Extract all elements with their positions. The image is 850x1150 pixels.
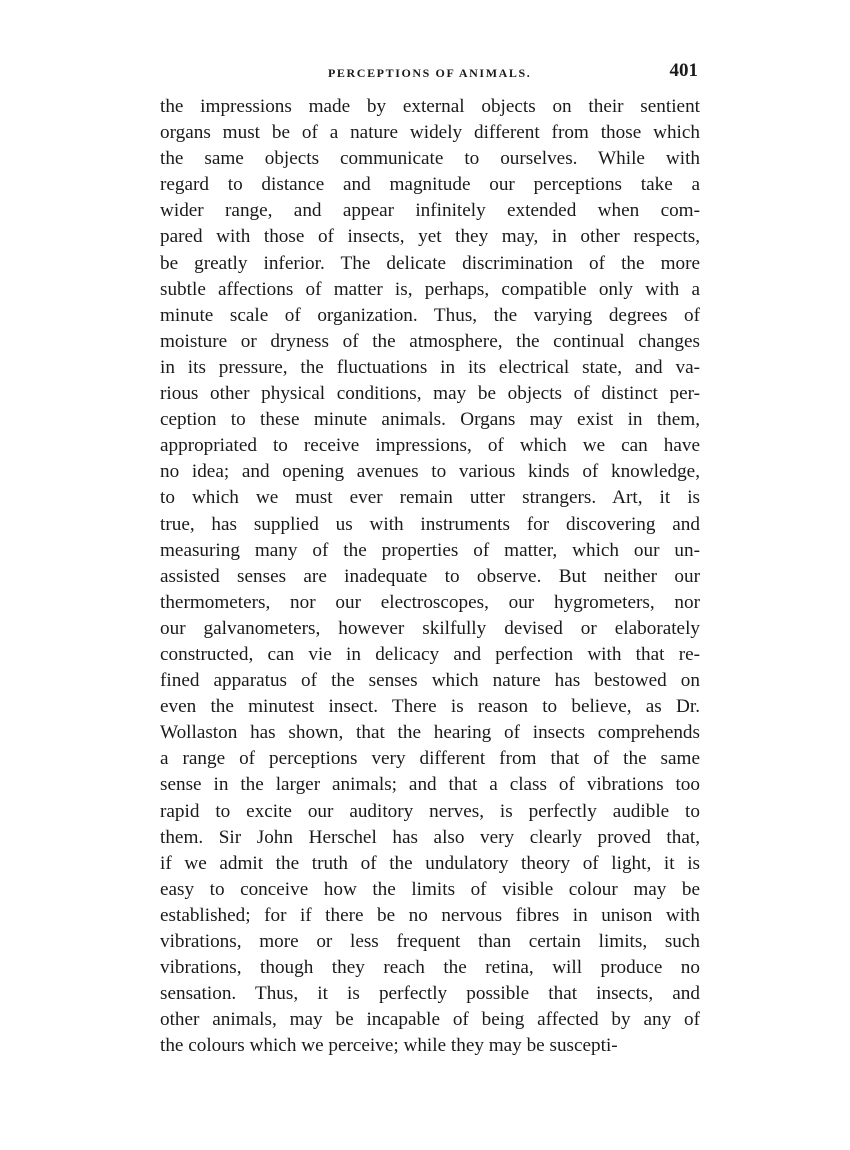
- text-line: wider range, and appear infinitely extended when com-: [160, 200, 700, 222]
- text-line: the impressions made by external objects on their sentient: [160, 96, 700, 117]
- text-line: pared with those of insects, yet they may, in other respects,: [160, 226, 700, 248]
- body-text: [160, 94, 700, 1059]
- text-line: thermometers, nor our electroscopes, our hygrometers, nor: [160, 591, 700, 613]
- text-line: vibrations, though they reach the retina, will produce no: [160, 957, 700, 979]
- text-line: measuring many of the properties of matter, which our un-: [160, 539, 700, 561]
- text-line: them. Sir John Herschel has also very clearly proved that,: [160, 826, 700, 848]
- text-line: the same objects communicate to ourselves. While with: [160, 148, 700, 170]
- text-line: minute scale of organization. Thus, the varying degrees of: [160, 304, 700, 326]
- text-line: assisted senses are inadequate to observe. But neither our: [160, 565, 700, 587]
- text-line: if we admit the truth of the undulatory theory of light, it is: [160, 852, 700, 874]
- text-line: the colours which we perceive; while they may be suscepti-: [160, 1035, 618, 1057]
- text-line: sense in the larger animals; and that a class of vibrations too: [160, 774, 700, 796]
- text-line: Wollaston has shown, that the hearing of insects comprehends: [160, 722, 700, 744]
- text-line: regard to distance and magnitude our perceptions take a: [160, 174, 700, 196]
- text-line: other animals, may be incapable of being affected by any of: [160, 1009, 700, 1031]
- text-line: vibrations, more or less frequent than certain limits, such: [160, 931, 700, 952]
- text-line: rapid to excite our auditory nerves, is perfectly audible to: [160, 800, 700, 822]
- text-line: easy to conceive how the limits of visible colour may be: [160, 878, 700, 900]
- page-header: [160, 62, 700, 90]
- text-line: appropriated to receive impressions, of which we can have: [160, 435, 700, 457]
- text-line: subtle affections of matter is, perhaps, compatible only with a: [160, 278, 700, 300]
- text-line: to which we must ever remain utter strangers. Art, it is: [160, 487, 700, 509]
- text-line: a range of perceptions very different from that of the same: [160, 748, 700, 770]
- text-line: ception to these minute animals. Organs may exist in them,: [160, 409, 700, 431]
- text-line: organs must be of a nature widely different from those which: [160, 122, 700, 144]
- text-line: our galvanometers, however skilfully devised or elaborately: [160, 617, 700, 639]
- page-number: 401: [669, 60, 698, 81]
- text-line: sensation. Thus, it is perfectly possible that insects, and: [160, 983, 700, 1005]
- text-line: be greatly inferior. The delicate discrimination of the more: [160, 252, 700, 274]
- text-line: fined apparatus of the senses which nature has bestowed on: [160, 670, 700, 692]
- text-line: no idea; and opening avenues to various kinds of knowledge,: [160, 461, 700, 483]
- text-line: true, has supplied us with instruments for discovering and: [160, 513, 700, 535]
- text-line: established; for if there be no nervous fibres in unison with: [160, 904, 700, 926]
- text-line: in its pressure, the fluctuations in its electrical state, and va-: [160, 356, 700, 378]
- text-line: moisture or dryness of the atmosphere, the continual changes: [160, 330, 700, 352]
- running-title: PERCEPTIONS OF ANIMALS.: [328, 66, 532, 80]
- text-line: constructed, can vie in delicacy and perfection with that re-: [160, 643, 700, 665]
- text-line: rious other physical conditions, may be objects of distinct per-: [160, 383, 700, 405]
- text-line: even the minutest insect. There is reason to believe, as Dr.: [160, 696, 700, 718]
